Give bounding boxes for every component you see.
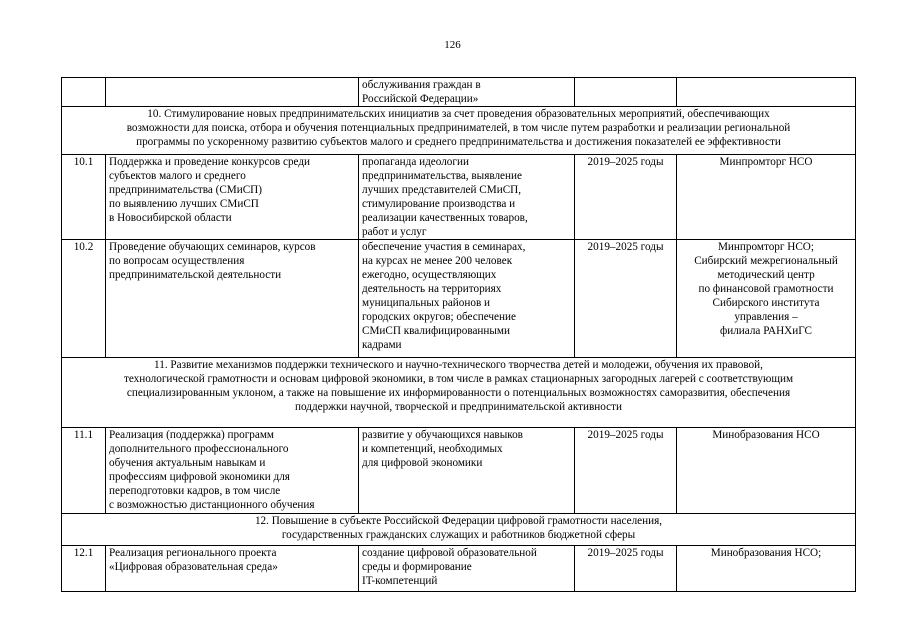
cell-text-line: деятельность на территориях <box>362 283 502 295</box>
cell-text-line: с возможностью дистанционного обучения <box>109 499 315 511</box>
executor <box>677 428 856 514</box>
section-title <box>62 107 856 155</box>
cell-text-line: 12. Повышение в субъекте Российской Федерации цифровой грамотности населения, <box>254 515 663 527</box>
cell-text-line: Сибирский межрегиональный <box>694 255 838 267</box>
cell-text-line: дополнительного профессионального <box>109 443 289 455</box>
cell-text-line: СМиСП квалифицированными <box>362 325 510 337</box>
table-row <box>62 155 856 240</box>
measure-name <box>106 78 359 107</box>
cell-text-line: в Новосибирской области <box>109 212 232 224</box>
cell-text-line: предпринимательства, выявление <box>362 170 522 182</box>
table-row <box>62 240 856 358</box>
expected-result <box>359 428 575 514</box>
executor <box>677 155 856 240</box>
cell-text-line: работ и услуг <box>362 226 427 238</box>
cell-text-line: создание цифровой образовательной <box>362 547 537 559</box>
period <box>575 78 677 107</box>
cell-text-line: специализированным уклоном, а также на повышение их информированности о потенциальных возможностях саморазвития, обеспечения <box>126 387 791 399</box>
cell-text-line: государственных гражданских служащих и работников бюджетной сферы <box>281 529 636 541</box>
cell-text-line: методический центр <box>717 269 815 281</box>
cell-text-line: на курсах не менее 200 человек <box>362 255 513 267</box>
period: 2019–2025 годы <box>575 240 677 358</box>
cell-text-line: по выявлению лучших СМиСП <box>109 198 259 210</box>
cell-text-line: управления – <box>734 311 798 323</box>
cell-text-line: филиала РАНХиГС <box>719 325 812 337</box>
item-number: 11.1 <box>62 428 106 514</box>
cell-text-line: предпринимательской деятельности <box>109 269 282 281</box>
cell-text-line: и компетенций, необходимых <box>362 443 503 455</box>
executor <box>677 240 856 358</box>
cell-text-line: субъектов малого и среднего <box>109 170 246 182</box>
cell-text-line: возможности для поиска, отбора и обучения потенциальных предпринимателей, в том числе путем разработки и реализации региональной <box>126 122 791 134</box>
section-header-row <box>62 358 856 428</box>
item-number: 10.1 <box>62 155 106 240</box>
cell-text-line: обучения актуальным навыкам и <box>109 457 266 469</box>
table-row <box>62 546 856 592</box>
executor <box>677 546 856 592</box>
cell-text-line: Российской Федерации» <box>362 93 479 105</box>
cell-text-line: кадрами <box>362 339 402 351</box>
cell-text-line: среды и формирование <box>362 561 472 573</box>
cell-text-line: Минпромторг НСО <box>719 156 813 168</box>
cell-text-line: Минпромторг НСО; <box>717 241 814 253</box>
expected-result <box>359 78 575 107</box>
cell-text-line: Реализация регионального проекта <box>109 547 277 559</box>
section-title <box>62 514 856 546</box>
cell-text-line: обеспечение участия в семинарах, <box>362 241 526 253</box>
expected-result <box>359 240 575 358</box>
section-header-row <box>62 107 856 155</box>
cell-text-line: IT-компетенций <box>362 575 438 587</box>
period: 2019–2025 годы <box>575 155 677 240</box>
section-header-row <box>62 514 856 546</box>
cell-text-line: технологической грамотности и основам цифровой экономики, в том числе в рамках стационарных загородных лагерей с соответствующим <box>123 373 794 385</box>
cell-text-line: по вопросам осуществления <box>109 255 245 267</box>
expected-result <box>359 546 575 592</box>
cell-text-line: лучших представителей СМиСП, <box>362 184 522 196</box>
cell-text-line: Сибирского института <box>712 297 820 309</box>
cell-text-line: Реализация (поддержка) программ <box>109 429 275 441</box>
cell-text-line: профессиям цифровой экономики для <box>109 471 290 483</box>
cell-text-line: для цифровой экономики <box>362 457 483 469</box>
cell-text-line: Минобразования НСО <box>712 429 820 441</box>
cell-text-line: ежегодно, осуществляющих <box>362 269 497 281</box>
cell-text-line: переподготовки кадров, в том числе <box>109 485 281 497</box>
item-number: 10.2 <box>62 240 106 358</box>
section-title <box>62 358 856 428</box>
table-row <box>62 78 856 107</box>
expected-result <box>359 155 575 240</box>
cell-text-line: предпринимательства (СМиСП) <box>109 184 262 196</box>
page-number: 126 <box>444 39 461 51</box>
cell-text-line: 11. Развитие механизмов поддержки технического и научно-технического творчества детей и молодежи, обучения их правовой, <box>154 359 763 371</box>
cell-text-line: «Цифровая образовательная среда» <box>109 561 278 573</box>
cell-text-line: обслуживания граждан в <box>362 79 481 91</box>
measure-name <box>106 428 359 514</box>
measure-name <box>106 546 359 592</box>
cell-text-line: развитие у обучающихся навыков <box>362 429 523 441</box>
cell-text-line: стимулирование производства и <box>362 198 516 210</box>
executor <box>677 78 856 107</box>
table-row <box>62 428 856 514</box>
period: 2019–2025 годы <box>575 428 677 514</box>
cell-text-line: Минобразования НСО; <box>710 547 822 559</box>
cell-text-line: городских округов; обеспечение <box>362 311 516 323</box>
measure-name <box>106 155 359 240</box>
cell-text-line: Поддержка и проведение конкурсов среди <box>109 156 311 168</box>
period: 2019–2025 годы <box>575 546 677 592</box>
cell-text-line: по финансовой грамотности <box>698 283 834 295</box>
item-number <box>62 78 106 107</box>
measures-table <box>61 77 856 592</box>
measure-name <box>106 240 359 358</box>
cell-text-line: пропаганда идеологии <box>362 156 469 168</box>
cell-text-line: 10. Стимулирование новых предпринимательских инициатив за счет проведения образовательных мероприятий, обеспечивающих <box>147 108 770 120</box>
cell-text-line: реализации качественных товаров, <box>362 212 528 224</box>
item-number: 12.1 <box>62 546 106 592</box>
cell-text-line: программы по ускоренному развитию субъектов малого и среднего предпринимательства и достижения показателей ее эффективности <box>136 136 781 148</box>
cell-text-line: Проведение обучающих семинаров, курсов <box>109 241 316 253</box>
cell-text-line: муниципальных районов и <box>362 297 491 309</box>
cell-text-line: поддержки научной, творческой и предпринимательской активности <box>295 401 622 413</box>
